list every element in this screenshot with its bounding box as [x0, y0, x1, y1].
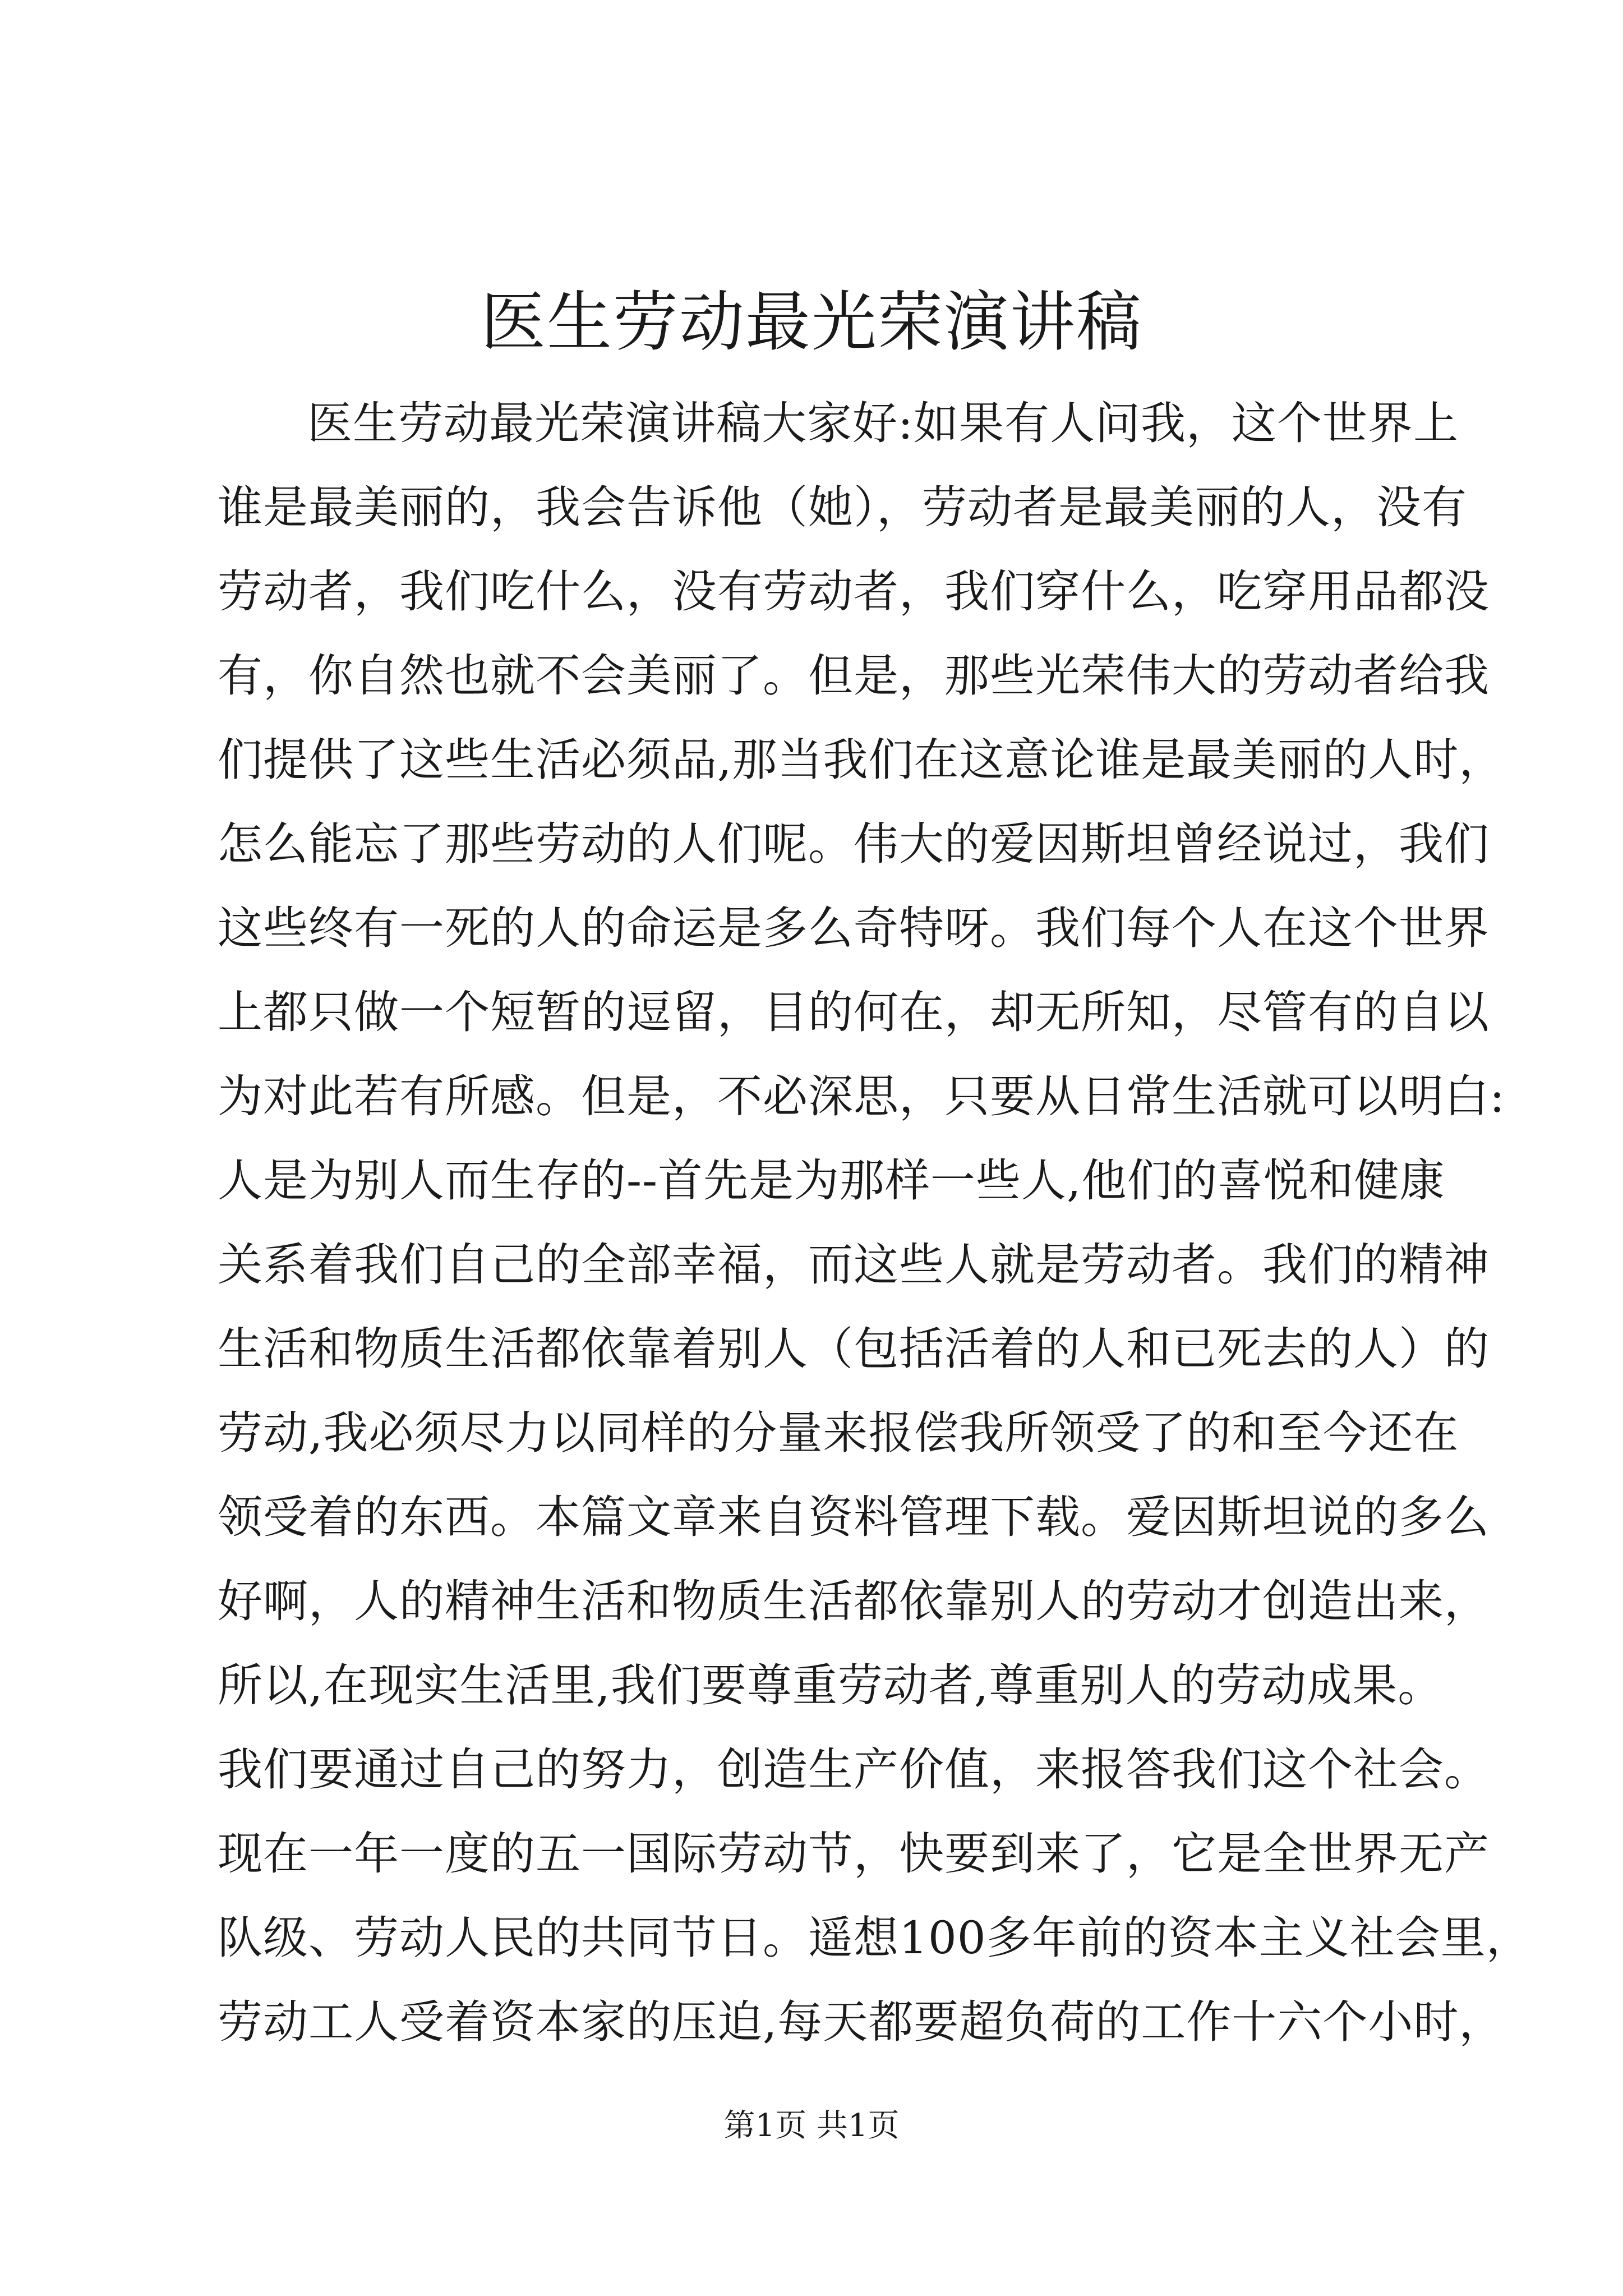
body-line: 们提供了这些生活必须品,那当我们在这意论谁是最美丽的人时，: [218, 734, 1505, 786]
body-line: 怎么能忘了那些劳动的人们呢。伟大的爱因斯坦曾经说过，我们: [218, 818, 1490, 870]
page-footer: 第1页 共1页: [723, 2108, 900, 2144]
body-line: 这些终有一死的人的命运是多么奇特呀。我们每个人在这个世界: [218, 902, 1490, 954]
body-line: 关系着我们自己的全部幸福，而这些人就是劳动者。我们的精神: [218, 1239, 1490, 1291]
body-line: 为对此若有所感。但是，不必深思，只要从日常生活就可以明白:: [218, 1070, 1505, 1122]
body-line: 生活和物质生活都依靠着别人（包括活着的人和已死去的人）的: [218, 1323, 1490, 1375]
body-line: 上都只做一个短暂的逗留，目的何在，却无所知，尽管有的自以: [218, 986, 1490, 1038]
body-line: 我们要通过自己的努力，创造生产价值，来报答我们这个社会。: [218, 1743, 1490, 1796]
body-line: 好啊，人的精神生活和物质生活都依靠别人的劳动才创造出来，: [218, 1575, 1490, 1627]
body-line: 领受着的东西。本篇文章来自资料管理下载。爱因斯坦说的多么: [218, 1491, 1490, 1543]
body-line: 劳动者，我们吃什么，没有劳动者，我们穿什么，吃穿用品都没: [218, 565, 1490, 618]
body-line: 劳动工人受着资本家的压迫,每天都要超负荷的工作十六个小时，: [218, 1996, 1505, 2048]
body-line: 有，你自然也就不会美丽了。但是，那些光荣伟大的劳动者给我: [218, 650, 1490, 702]
body-line: 医生劳动最光荣演讲稿大家好:如果有人问我，这个世界上: [307, 397, 1459, 449]
body-line: 谁是最美丽的，我会告诉他（她），劳动者是最美丽的人，没有: [218, 481, 1467, 533]
body-line: 队级、劳动人民的共同节日。遥想100多年前的资本主义社会里，: [218, 1912, 1532, 1964]
body-line: 现在一年一度的五一国际劳动节，快要到来了，它是全世界无产: [218, 1828, 1490, 1880]
body-line: 劳动,我必须尽力以同样的分量来报偿我所领受了的和至今还在: [218, 1407, 1459, 1459]
body-line: 人是为别人而生存的--首先是为那样一些人,他们的喜悦和健康: [218, 1154, 1445, 1207]
document-title: 医生劳动最光荣演讲稿: [481, 284, 1142, 360]
body-line: 所以,在现实生活里,我们要尊重劳动者,尊重别人的劳动成果。: [218, 1659, 1444, 1711]
